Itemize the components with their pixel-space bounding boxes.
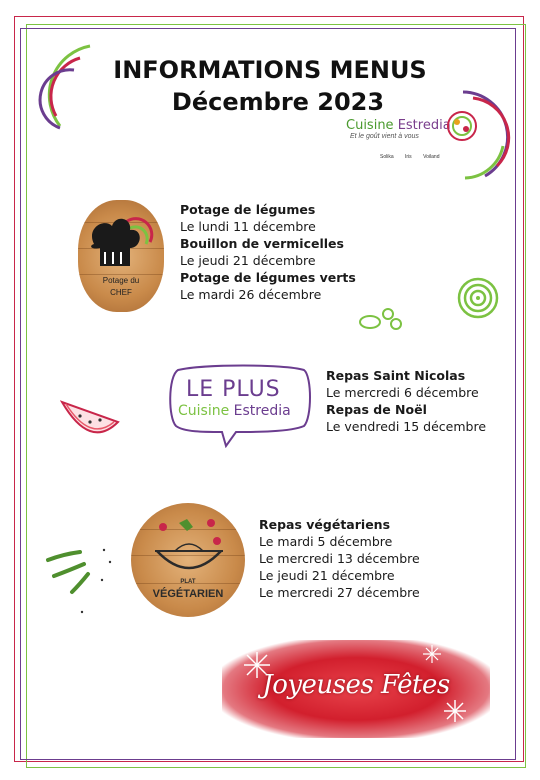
potage-label-line1: Potage du: [102, 276, 140, 285]
green-beans-icon: [44, 540, 124, 620]
spiral-icon: [456, 276, 500, 320]
potage-label-line2: CHEF: [110, 288, 132, 297]
brand-emblem: [446, 110, 478, 142]
greeting-text: Joyeuses Fêtes: [262, 670, 450, 700]
vege-title: Repas végétariens: [259, 517, 391, 532]
potage-item-3-date: Le mardi 26 décembre: [180, 287, 322, 302]
vege-date-1: Le mardi 5 décembre: [259, 534, 393, 549]
page-title: INFORMATIONS MENUS: [113, 56, 427, 84]
watermelon-icon: [60, 398, 120, 434]
vege-date-4: Le mercredi 27 décembre: [259, 585, 420, 600]
vege-label-line1: PLAT: [180, 579, 196, 585]
potage-item-1-title: Potage de légumes: [180, 202, 316, 217]
chef-hat-icon: [86, 214, 156, 270]
plus-list: [326, 367, 486, 435]
vege-label-line2: VÉGÉTARIEN: [152, 588, 224, 600]
potage-item-3-title: Potage de légumes verts: [180, 270, 356, 285]
le-plus-brand-part2: Estredia: [233, 403, 291, 419]
le-plus-brand: [178, 403, 291, 419]
sponsor-1: Solika: [380, 154, 394, 160]
snowflake-icon-2: [442, 698, 468, 724]
vege-date-3: Le jeudi 21 décembre: [259, 568, 395, 583]
plus-item-2-title: Repas de Noël: [326, 402, 427, 417]
plus-item-1-date: Le mercredi 6 décembre: [326, 385, 479, 400]
plus-item-2-date: Le vendredi 15 décembre: [326, 419, 487, 434]
potage-list: [180, 201, 356, 303]
plat-vegetarien-image: [131, 503, 245, 617]
brand-name-part1: Cuisine: [346, 118, 398, 133]
brand-tagline: Et le goût vient à vous: [350, 133, 419, 140]
page-subtitle: Décembre 2023: [171, 88, 385, 116]
le-plus-title: LE PLUS: [186, 377, 281, 402]
le-plus-brand-part1: Cuisine: [178, 403, 234, 419]
plus-item-1-title: Repas Saint Nicolas: [326, 368, 466, 383]
christmas-banner: [222, 640, 490, 738]
potage-item-2-title: Bouillon de vermicelles: [180, 236, 344, 251]
potage-item-2-date: Le jeudi 21 décembre: [180, 253, 316, 268]
vege-date-2: Le mercredi 13 décembre: [259, 551, 420, 566]
sponsor-logos: [380, 154, 449, 160]
snowflake-icon-3: [422, 644, 442, 664]
sponsor-3: Voiland: [423, 154, 440, 160]
brand-name-part2: Estredia: [397, 118, 451, 133]
peas-icon: [358, 304, 404, 334]
potage-item-1-date: Le lundi 11 décembre: [180, 219, 316, 234]
top-left-arcs: [30, 36, 100, 136]
salad-bowl-icon: [149, 515, 229, 575]
brand-logo: [346, 118, 451, 133]
vege-list: [259, 516, 420, 601]
potage-chef-image: [78, 200, 164, 312]
sponsor-2: Iris: [405, 154, 412, 160]
